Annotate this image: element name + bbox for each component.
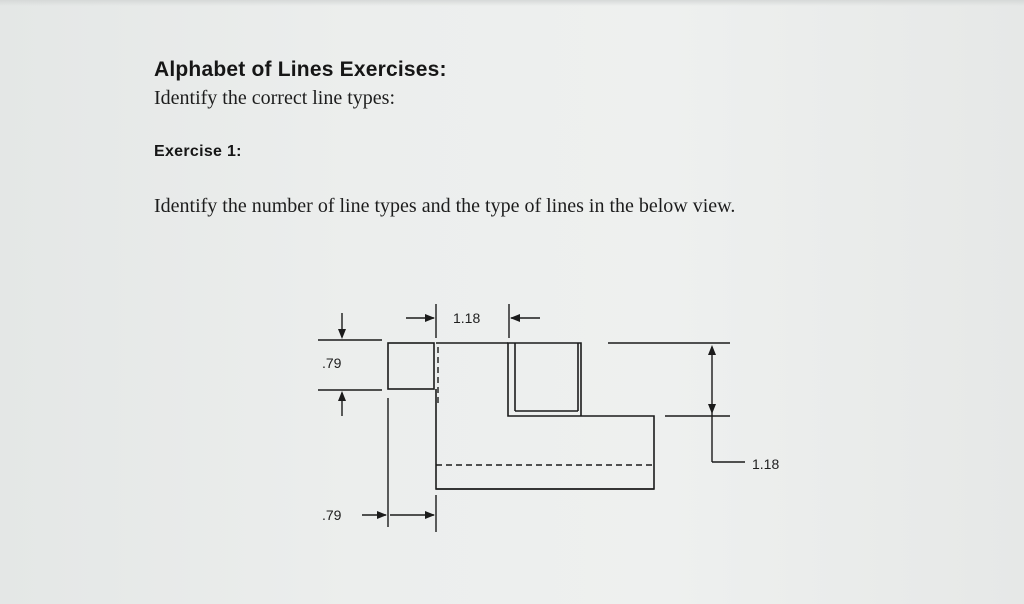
hidden-lines (436, 347, 652, 465)
arrowhead-top-left (425, 314, 435, 322)
arrowhead-right-lower (708, 404, 716, 414)
exercise-instruction: Identify the number of line types and the type of lines in the below view. (154, 195, 736, 217)
page-subtitle: Identify the correct line types: (154, 87, 396, 109)
exercise-heading: Exercise 1: (154, 143, 242, 160)
arrowhead-left-lower (338, 391, 346, 401)
arrowhead-right-upper (708, 345, 716, 355)
extension-lines (318, 304, 730, 532)
arrowhead-top-right (510, 314, 520, 322)
dim-text-right-height: 1.18 (752, 456, 780, 472)
object-outline (436, 343, 654, 489)
dim-text-top-width: 1.18 (453, 310, 481, 326)
arrowhead-left-upper (338, 329, 346, 339)
left-small-box (388, 343, 434, 389)
dim-text-left-height: .79 (322, 355, 342, 371)
arrowhead-bottom-left (377, 511, 387, 519)
object-visible-lines (388, 343, 654, 489)
page-title: Alphabet of Lines Exercises: (154, 58, 447, 81)
dim-text-bottom-width: .79 (322, 507, 342, 523)
arrowhead-bottom-right (425, 511, 435, 519)
